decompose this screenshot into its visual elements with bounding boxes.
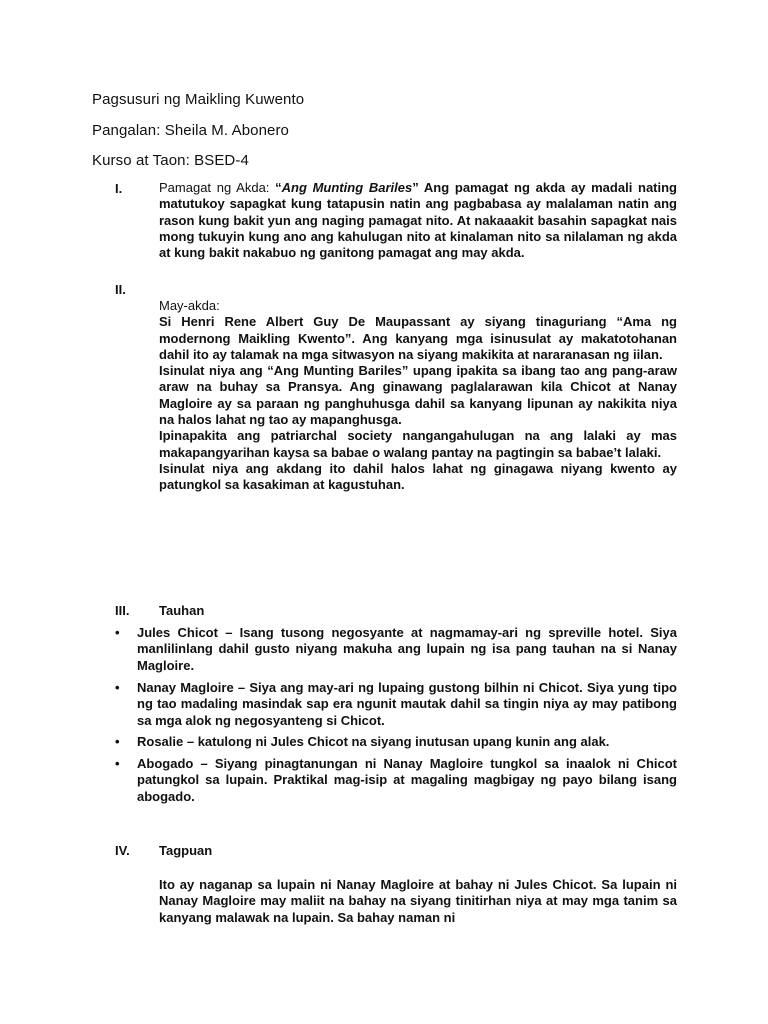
document-title: Pagsusuri ng Maikling Kuwento <box>92 91 305 108</box>
section-2-paragraph-4: Isinulat niya ang akdang ito dahil halos lahat ng ginagawa niyang kwento ay patungkol sa kasakiman at kagustuhan. <box>159 460 677 493</box>
section-2-label: May-akda: <box>159 298 220 313</box>
bullet-icon: • <box>115 734 120 749</box>
character-nanay-magloire: Nanay Magloire – Siya ang may-ari ng lupaing gustong bilhin ni Chicot. Siya yung tipo ng tao madaling masindak sap era ngunit mautak dahil sa tingin niya ay may patibong sa mga alok ng negosyanteng si Chicot. <box>137 680 677 728</box>
section-3-title: Tauhan <box>159 603 205 618</box>
section-2-numeral: II. <box>115 282 126 297</box>
section-2-paragraph-3: Ipinapakita ang patriarchal society nangangahulugan na ang lalaki ay mas makapangyarihan kaysa sa babae o walang pantay na pagtingin sa babae’t lalaki. <box>159 428 677 460</box>
section-1-body <box>159 180 677 261</box>
section-4-title: Tagpuan <box>159 843 213 858</box>
character-rosalie: Rosalie – katulong ni Jules Chicot na siyang inutusan upang kunin ang alak. <box>137 734 610 749</box>
section-4-numeral: IV. <box>115 843 130 858</box>
quote-close: ” <box>412 180 419 195</box>
bullet-icon: • <box>115 625 120 640</box>
section-1-label: Pamagat ng Akda: <box>159 180 276 195</box>
course-year: Kurso at Taon: BSED-4 <box>92 152 249 169</box>
quote-open: “ <box>275 180 282 195</box>
bullet-icon: • <box>115 680 120 695</box>
section-1-title-italic: Ang Munting Bariles <box>281 180 413 195</box>
character-abogado: Abogado – Siyang pinagtanungan ni Nanay Magloire tungkol sa inaalok ni Chicot patungkol sa lupain. Praktikal mag-isip at magaling magbigay ng payo bilang isang abogado. <box>137 756 677 804</box>
bullet-icon: • <box>115 756 120 771</box>
section-3-numeral: III. <box>115 603 130 618</box>
section-4-paragraph-1: Ito ay naganap sa lupain ni Nanay Magloire at bahay ni Jules Chicot. Sa lupain ni Nanay Magloire may maliit na bahay na siyang tinitirhan niya at may mga tanim sa kanyang malawak na lupain. Sa bahay naman ni <box>159 877 677 925</box>
section-1-text: Ang pamagat ng akda ay madali nating matutukoy sapagkat kung tatapusin natin ang pagbabasa ay malalaman natin ang rason kung bakit yun ang naging pamagat nito. At nakaaakit basahin sapagkat nais mong tukuyin kung ano ang kahulugan nito at kinalaman nito sa nilalaman ng akda at kung bakit nakabuo ng ganitong pamagat ang may akda. <box>159 180 678 261</box>
author-name: Pangalan: Sheila M. Abonero <box>92 122 290 139</box>
section-2-paragraph-1: Si Henri Rene Albert Guy De Maupassant ay siyang tinaguriang “Ama ng modernong Maikling Kwento”. Ang kanyang mga isinusulat ay makatotohanan dahil ito ay talamak na mga sitwasyon na siyang makikita at nararanasan ng iilan. <box>159 314 677 362</box>
section-2-body <box>159 298 677 494</box>
section-1-numeral: I. <box>115 181 123 196</box>
section-2-paragraph-2: Isinulat niya ang “Ang Munting Bariles” upang ipakita sa ibang tao ang pang-araw araw na buhay sa Pransya. Ang ginawang paglalarawan kila Chicot at Nanay Magloire ay sa paraan ng panghuhusga dahil sa kanyang lipunan ay nakikita niya na halos lahat ng tao ay mapanghusga. <box>159 363 677 428</box>
character-jules-chicot: Jules Chicot – Isang tusong negosyante at nagmamay-ari ng spreville hotel. Siya manlilinlang dahil gusto niyang makuha ang lupain ng isa pang tauhan na si Nanay Magloire. <box>137 625 677 673</box>
